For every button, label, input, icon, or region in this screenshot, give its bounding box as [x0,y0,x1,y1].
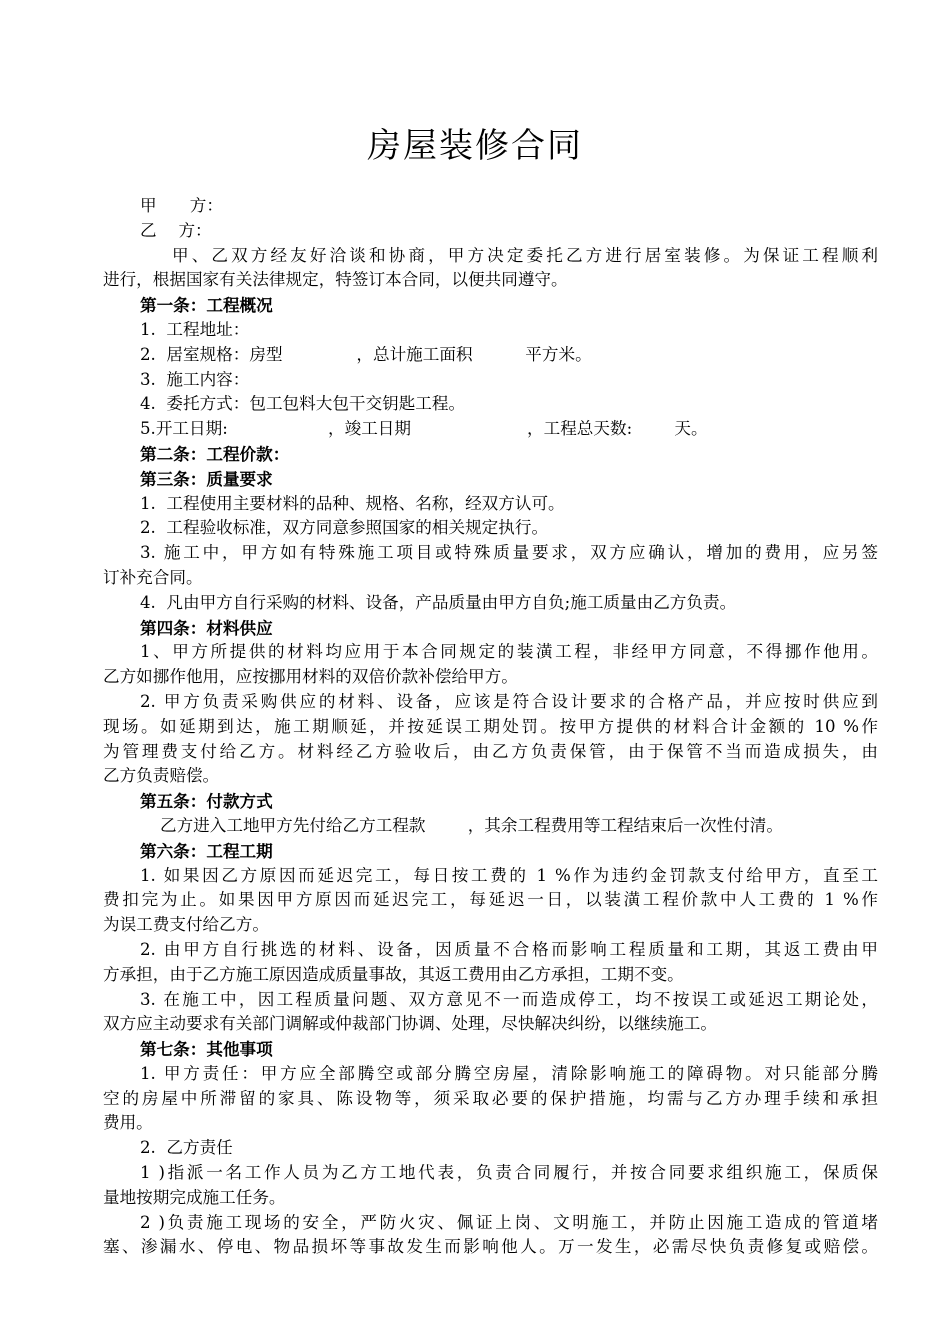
clause-line: 2. 甲方负责采购供应的材料、设备，应该是符合设计要求的合格产品，并应按时供应到 [140,691,878,711]
party-b-line: 乙 方： [140,220,212,240]
clause-line: 费用。 [103,1113,153,1133]
clause-line: 1、甲方所提供的材料均应用于本合同规定的装潢工程，非经甲方同意，不得挪作他用。 [140,642,878,662]
clause-line: 为管理费支付给乙方。材料经乙方验收后，由乙方负责保管，由于保管不当而造成损失，由 [103,741,878,761]
clause-line: 2. 由甲方自行挑选的材料、设备，因质量不合格而影响工程质量和工期，其返工费由甲 [140,939,878,959]
article-heading: 第三条：质量要求 [140,468,273,489]
intro-paragraph-line: 甲、乙双方经友好洽谈和协商，甲方决定委托乙方进行居室装修。为保证工程顺利 [172,245,878,265]
clause-line: 1. 甲方责任：甲方应全部腾空或部分腾空房屋，清除影响施工的障碍物。对只能部分腾 [140,1063,878,1083]
article-heading: 第五条：付款方式 [140,791,273,812]
contract-body [103,194,878,1260]
clause-line: 量地按期完成施工任务。 [103,1187,286,1207]
clause-line: 费扣完为止。如果因甲方原因而延迟完工，每延迟一日，以装潢工程价款中人工费的 1 %作 [103,890,878,910]
clause-line: 5.开工日期: ，竣工日期 ，工程总天数: 天。 [140,419,708,439]
clause-line: 1. 如果因乙方原因而延迟完工，每日按工费的 1 %作为违约金罚款支付给甲方，直至工 [140,865,878,885]
clause-line: 1. 工程使用主要材料的品种、规格、名称，经双方认可。 [140,493,565,513]
clause-line: 乙方负责赔偿。 [103,766,220,786]
clause-line: 2. 乙方责任 [140,1138,233,1158]
clause-line: 2. 工程验收标准，双方同意参照国家的相关规定执行。 [140,518,549,538]
clause-line: 3. 施工内容： [140,369,250,389]
clause-line: 塞、渗漏水、停电、物品损坏等事故发生而影响他人。万一发生，必需尽快负责修复或赔偿。 [103,1237,878,1257]
article-heading: 第六条：工程工期 [140,840,273,861]
article-heading: 第二条：工程价款： [140,443,290,464]
party-a-line: 甲 方： [140,196,223,215]
document-title: 房屋装修合同 [367,126,583,166]
clause-line: 空的房屋中所滞留的家具、陈设物等，须采取必要的保护措施，均需与乙方办理手续和承担 [103,1088,878,1108]
clause-line: 1 )指派一名工作人员为乙方工地代表，负责合同履行，并按合同要求组织施工，保质保 [140,1163,878,1183]
clause-line: 方承担，由于乙方施工原因造成质量事故，其返工费用由乙方承担，工期不变。 [103,964,684,984]
clause-line: 2. 居室规格：房型 ，总计施工面积 平方米。 [140,344,592,364]
clause-line: 现场。如延期到达，施工期顺延，并按延误工期处罚。按甲方提供的材料合计金额的 10 %作 [103,716,878,736]
intro-paragraph-line: 进行，根据国家有关法律规定，特签订本合同，以便共同遵守。 [103,270,568,290]
clause-line: 3. 在施工中，因工程质量问题、双方意见不一而造成停工，均不按误工或延迟工期论处， [140,989,878,1009]
clause-line: 订补充合同。 [103,567,203,587]
clause-line: 4. 凡由甲方自行采购的材料、设备，产品质量由甲方自负;施工质量由乙方负责。 [140,592,737,612]
article-heading: 第一条：工程概况 [140,295,273,316]
clause-line: 乙方进入工地甲方先付给乙方工程款 ，其余工程费用等工程结束后一次性付清。 [160,815,783,835]
article-heading: 第四条：材料供应 [140,617,273,638]
clause-line: 双方应主动要求有关部门调解或仲裁部门协调、处理，尽快解决纠纷，以继续施工。 [103,1014,717,1034]
clause-line: 2 )负责施工现场的安全，严防火灾、佩证上岗、文明施工，并防止因施工造成的管道堵 [140,1212,878,1232]
clause-line: 4. 委托方式：包工包料大包干交钥匙工程。 [140,394,466,414]
clause-line: 为误工费支付给乙方。 [103,915,269,935]
clause-line: 1. 工程地址： [140,319,250,339]
article-heading: 第七条：其他事项 [140,1039,273,1060]
clause-line: 3. 施工中，甲方如有特殊施工项目或特殊质量要求，双方应确认，增加的费用，应另签 [140,543,878,563]
clause-line: 乙方如挪作他用，应按挪用材料的双倍价款补偿给甲方。 [103,667,518,687]
